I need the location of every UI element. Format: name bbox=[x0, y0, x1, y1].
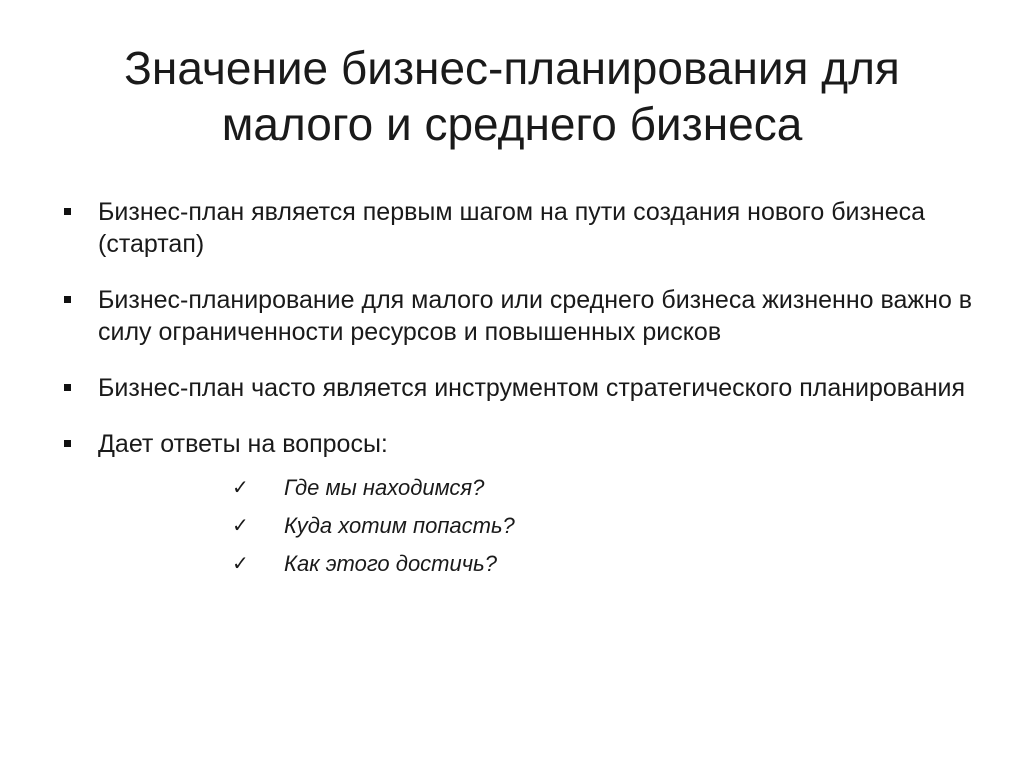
square-bullet-icon bbox=[64, 208, 71, 215]
bullet-item bbox=[0, 284, 1024, 348]
check-icon: ✓ bbox=[232, 551, 249, 575]
bullet-item bbox=[0, 372, 1024, 404]
bullet-text: Бизнес-план является первым шагом на пути создания нового бизнеса (стартап) bbox=[98, 198, 926, 258]
title-line-1: Значение бизнес-планирования для bbox=[124, 42, 900, 94]
bullet-text: Дает ответы на вопросы: bbox=[98, 430, 388, 458]
square-bullet-icon bbox=[64, 384, 71, 391]
question-item bbox=[98, 512, 984, 540]
bullet-item bbox=[0, 428, 1024, 578]
question-text: Как этого достичь? bbox=[284, 551, 497, 576]
bullet-text: Бизнес-планирование для малого или среднего бизнеса жизненно важно в силу ограниченности ресурсов и повышенных рисков bbox=[98, 286, 973, 346]
bullet-item bbox=[0, 196, 1024, 260]
title-line-2: малого и среднего бизнеса bbox=[221, 98, 803, 150]
question-text: Куда хотим попасть? bbox=[284, 513, 515, 538]
question-item bbox=[98, 550, 984, 578]
slide-title bbox=[40, 40, 984, 152]
question-text: Где мы находимся? bbox=[284, 475, 485, 500]
bullet-text: Бизнес-план часто является инструментом стратегического планирования bbox=[98, 374, 966, 402]
question-list bbox=[98, 474, 984, 578]
question-item bbox=[98, 474, 984, 502]
check-icon: ✓ bbox=[232, 475, 249, 499]
check-icon: ✓ bbox=[232, 513, 249, 537]
square-bullet-icon bbox=[64, 296, 71, 303]
bullet-list bbox=[0, 196, 1024, 602]
square-bullet-icon bbox=[64, 440, 71, 447]
